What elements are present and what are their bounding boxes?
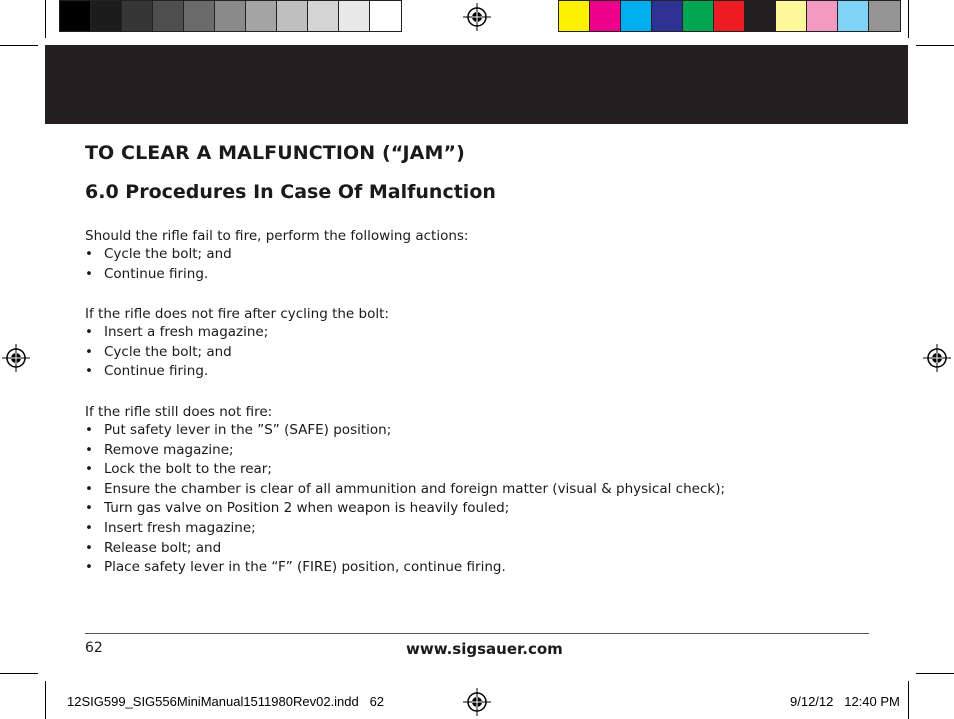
bullet-icon: • [85, 539, 93, 556]
crop-mark [0, 45, 38, 46]
bullet-icon: • [85, 265, 93, 282]
color-swatch [339, 1, 370, 31]
list-item [85, 441, 725, 461]
list-item [85, 343, 268, 363]
bullet-icon: • [85, 422, 93, 438]
color-swatch [122, 1, 153, 31]
list-item [85, 265, 232, 285]
list-item-text: Insert fresh magazine; [104, 519, 256, 536]
color-swatch [559, 1, 590, 31]
footer-divider [85, 633, 869, 634]
bullet-icon: • [85, 500, 93, 517]
color-swatch [184, 1, 215, 31]
page-heading: TO CLEAR A MALFUNCTION (“JAM”) [85, 142, 465, 164]
bullet-icon: • [85, 559, 93, 576]
registration-mark-icon [2, 344, 30, 372]
bullet-list [85, 323, 268, 382]
color-swatch [246, 1, 277, 31]
color-swatch [621, 1, 652, 31]
crop-mark [45, 0, 46, 38]
color-swatch [652, 1, 683, 31]
list-item [85, 519, 725, 539]
color-swatch [370, 1, 401, 31]
bullet-icon: • [85, 363, 93, 380]
bullet-icon: • [85, 461, 93, 478]
list-item-text: Continue firing. [104, 265, 209, 282]
bullet-icon: • [85, 246, 93, 262]
list-item-text: Put safety lever in the ”S” (SAFE) position; [104, 422, 392, 438]
color-swatch [869, 1, 900, 31]
list-item-text: Cycle the bolt; and [104, 343, 232, 360]
list-item-text: Remove magazine; [104, 441, 234, 458]
list-item-text: Turn gas valve on Position 2 when weapon is heavily fouled; [104, 500, 510, 517]
color-swatch [308, 1, 339, 31]
crop-mark [916, 673, 954, 674]
list-item [85, 480, 725, 500]
color-swatch [683, 1, 714, 31]
registration-mark-icon [923, 344, 951, 372]
grayscale-color-bar [59, 0, 402, 32]
color-swatch [277, 1, 308, 31]
bullet-icon: • [85, 480, 93, 497]
list-item-text: Release bolt; and [104, 539, 222, 556]
registration-mark-icon [463, 3, 491, 31]
slug-datetime: 9/12/12 12:40 PM [790, 694, 900, 709]
bullet-icon: • [85, 441, 93, 458]
list-item [85, 362, 268, 382]
color-swatch [838, 1, 869, 31]
header-banner [45, 45, 908, 124]
website-link[interactable]: www.sigsauer.com [406, 640, 563, 658]
intro-text: Should the rifle fail to fire, perform the following actions: [85, 228, 469, 244]
list-item-text: Place safety lever in the “F” (FIRE) position, continue firing. [104, 559, 506, 576]
bullet-list [85, 245, 232, 284]
crop-mark [916, 45, 954, 46]
color-swatch [745, 1, 776, 31]
list-item [85, 323, 268, 343]
color-swatch [91, 1, 122, 31]
list-item [85, 499, 725, 519]
color-swatch [590, 1, 621, 31]
color-swatch [714, 1, 745, 31]
color-swatch [776, 1, 807, 31]
bullet-list [85, 421, 725, 578]
list-item [85, 539, 725, 559]
intro-text: If the rifle does not fire after cycling the bolt: [85, 306, 389, 322]
color-swatch [807, 1, 838, 31]
slug-filename: 12SIG599_SIG556MiniManual1511980Rev02.indd 62 [67, 694, 385, 709]
list-item-text: Insert a fresh magazine; [104, 324, 269, 340]
list-item-text: Cycle the bolt; and [104, 246, 232, 262]
bullet-icon: • [85, 519, 93, 536]
page-number: 62 [85, 640, 103, 656]
list-item-text: Continue firing. [104, 363, 209, 380]
list-item-text: Ensure the chamber is clear of all ammunition and foreign matter (visual & physical check); [104, 480, 726, 497]
list-item [85, 460, 725, 480]
crop-mark [0, 673, 38, 674]
intro-text: If the rifle still does not fire: [85, 404, 273, 420]
crop-mark [45, 681, 46, 719]
list-item [85, 245, 232, 265]
list-item [85, 558, 725, 578]
section-title: 6.0 Procedures In Case Of Malfunction [85, 181, 496, 203]
bullet-icon: • [85, 324, 93, 340]
list-item-text: Lock the bolt to the rear; [104, 461, 272, 478]
color-swatch [215, 1, 246, 31]
color-swatch [153, 1, 184, 31]
list-item [85, 421, 725, 441]
crop-mark [908, 0, 909, 38]
process-color-bar [558, 0, 901, 32]
bullet-icon: • [85, 343, 93, 360]
crop-mark [908, 681, 909, 719]
registration-mark-icon [463, 688, 491, 716]
color-swatch [60, 1, 91, 31]
